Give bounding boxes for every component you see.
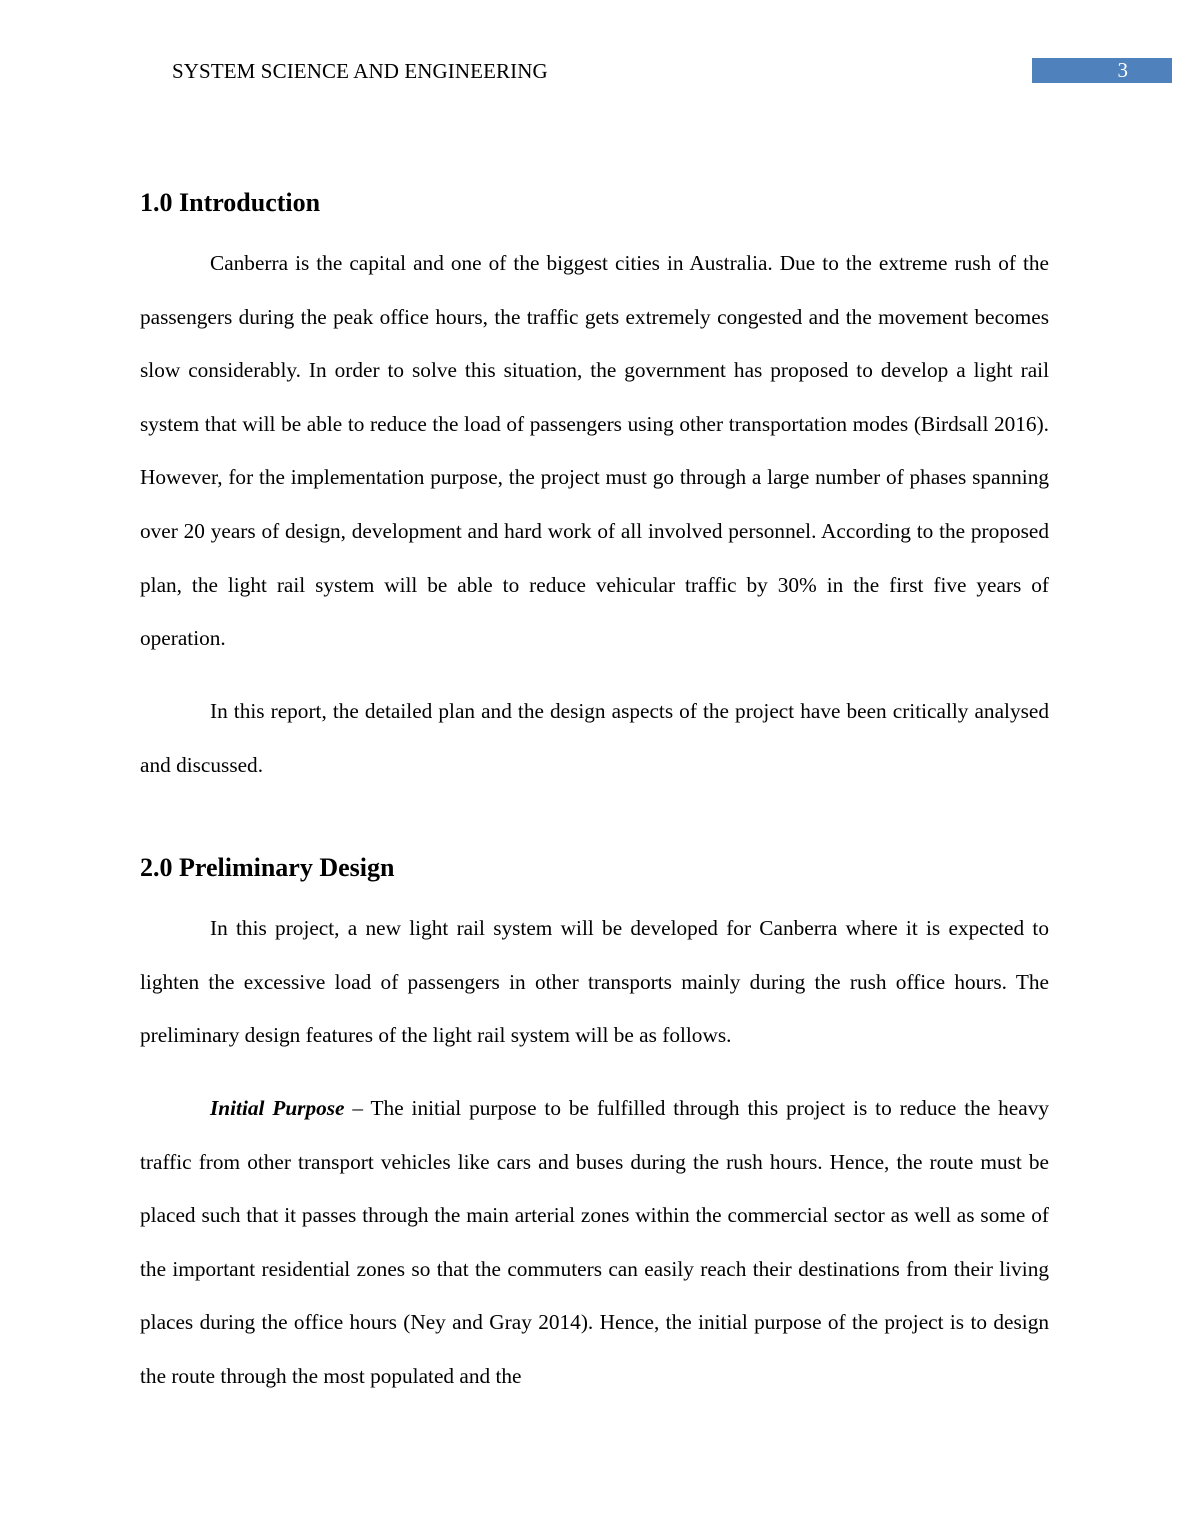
introduction-paragraph-2: In this report, the detailed plan and the design aspects of the project have been critically analysed and discussed. xyxy=(140,699,1049,777)
introduction-paragraph-1: Canberra is the capital and one of the biggest cities in Australia. Due to the extreme rush of the passengers during the peak office hours, the traffic gets extremely congested and the movement becomes slow considerably. In order to solve this situation, the government has proposed to develop a light rail system that will be able to reduce the load of passengers using other transportation modes (Birdsall 2016). However, for the implementation purpose, the project must go through a large number of phases spanning over 20 years of design, development and hard work of all involved personnel. According to the proposed plan, the light rail system will be able to reduce vehicular traffic by 30% in the first five years of operation. xyxy=(140,251,1049,651)
preliminary-design-paragraph-1: In this project, a new light rail system will be developed for Canberra where it is expected to lighten the excessive load of passengers in other transports mainly during the rush office hours. The preliminary design features of the light rail system will be as follows. xyxy=(140,916,1049,1048)
section-introduction xyxy=(140,186,1049,220)
initial-purpose-text: – The initial purpose to be fulfilled through this project is to reduce the heavy traffic from other transport vehicles like cars and buses during the rush hours. Hence, the route must be placed such that it passes through the main arterial zones within the commercial sector as well as some of the important residential zones so that the commuters can easily reach their destinations from their living places during the office hours (Ney and Gray 2014). Hence, the initial purpose of the project is to design the route through the most populated and the xyxy=(140,1096,1050,1388)
introduction-body-2 xyxy=(140,685,1049,792)
section-heading-introduction: 1.0 Introduction xyxy=(140,188,321,217)
running-head: SYSTEM SCIENCE AND ENGINEERING xyxy=(172,59,548,83)
page-number-box xyxy=(1032,58,1172,83)
initial-purpose-paragraph xyxy=(140,1082,1049,1404)
section-heading-preliminary-design: 2.0 Preliminary Design xyxy=(140,853,395,882)
initial-purpose-body xyxy=(140,1082,1049,1404)
introduction-body xyxy=(140,237,1049,666)
section-preliminary-design xyxy=(140,851,1049,885)
page-number: 3 xyxy=(1117,58,1128,82)
preliminary-design-body xyxy=(140,902,1049,1063)
initial-purpose-term: Initial Purpose xyxy=(210,1096,345,1120)
